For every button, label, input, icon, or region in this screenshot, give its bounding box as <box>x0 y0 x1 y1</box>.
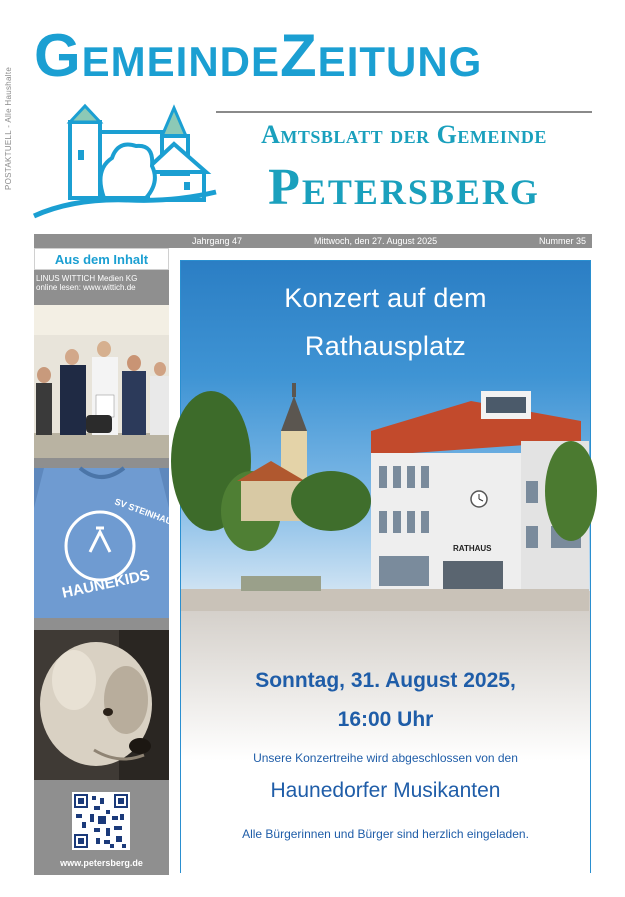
website-link[interactable]: www.petersberg.de <box>60 858 143 868</box>
shirt-text-top: SV STEINHAUS <box>113 496 180 529</box>
publisher-online: online lesen: www.wittich.de <box>36 283 136 292</box>
concert-poster <box>180 260 591 873</box>
shirt-photo[interactable] <box>34 468 180 618</box>
concert-date: Sonntag, 31. August 2025, <box>255 669 516 692</box>
volume-label: Jahrgang 47 <box>192 236 243 246</box>
rathaus-sign: RATHAUS <box>453 544 492 553</box>
shirt-text-bottom: HAUNEKIDS <box>60 566 152 602</box>
town-hall-scene <box>181 361 589 611</box>
header-subtitle: Amtsblatt der Gemeinde <box>261 120 547 149</box>
contents-sidebar <box>34 248 180 875</box>
publisher-info <box>36 274 168 292</box>
concert-time: 16:00 Uhr <box>337 708 434 731</box>
issue-info-bar <box>34 234 592 248</box>
postal-note: POSTAKTUELL - Alle Haushalte <box>4 66 13 190</box>
header-town: Petersberg <box>268 159 540 216</box>
issue-number: Nummer 35 <box>538 236 586 246</box>
publisher-name: LINUS WITTICH Medien KG <box>36 274 138 283</box>
dog-eye <box>103 708 113 716</box>
masthead-title: GemeindeZeitung <box>34 22 483 89</box>
poster-title-line1: Konzert auf dem <box>284 283 487 313</box>
qr-code-icon[interactable] <box>72 792 130 850</box>
issue-date: Mittwoch, den 27. August 2025 <box>314 236 438 246</box>
concert-intro: Unsere Konzertreihe wird abgeschlossen von den <box>253 751 518 765</box>
castle-logo-icon <box>34 100 216 220</box>
band-name: Haunedorfer Musikanten <box>270 779 501 802</box>
contents-heading: Aus dem Inhalt <box>34 248 169 270</box>
dog-photo[interactable] <box>34 630 169 780</box>
header-rule <box>216 111 592 113</box>
invitation-text: Alle Bürgerinnen und Bürger sind herzlich eingeladen. <box>242 827 529 841</box>
poster-title-line2: Rathausplatz <box>304 331 467 361</box>
group-photo[interactable] <box>34 305 169 458</box>
